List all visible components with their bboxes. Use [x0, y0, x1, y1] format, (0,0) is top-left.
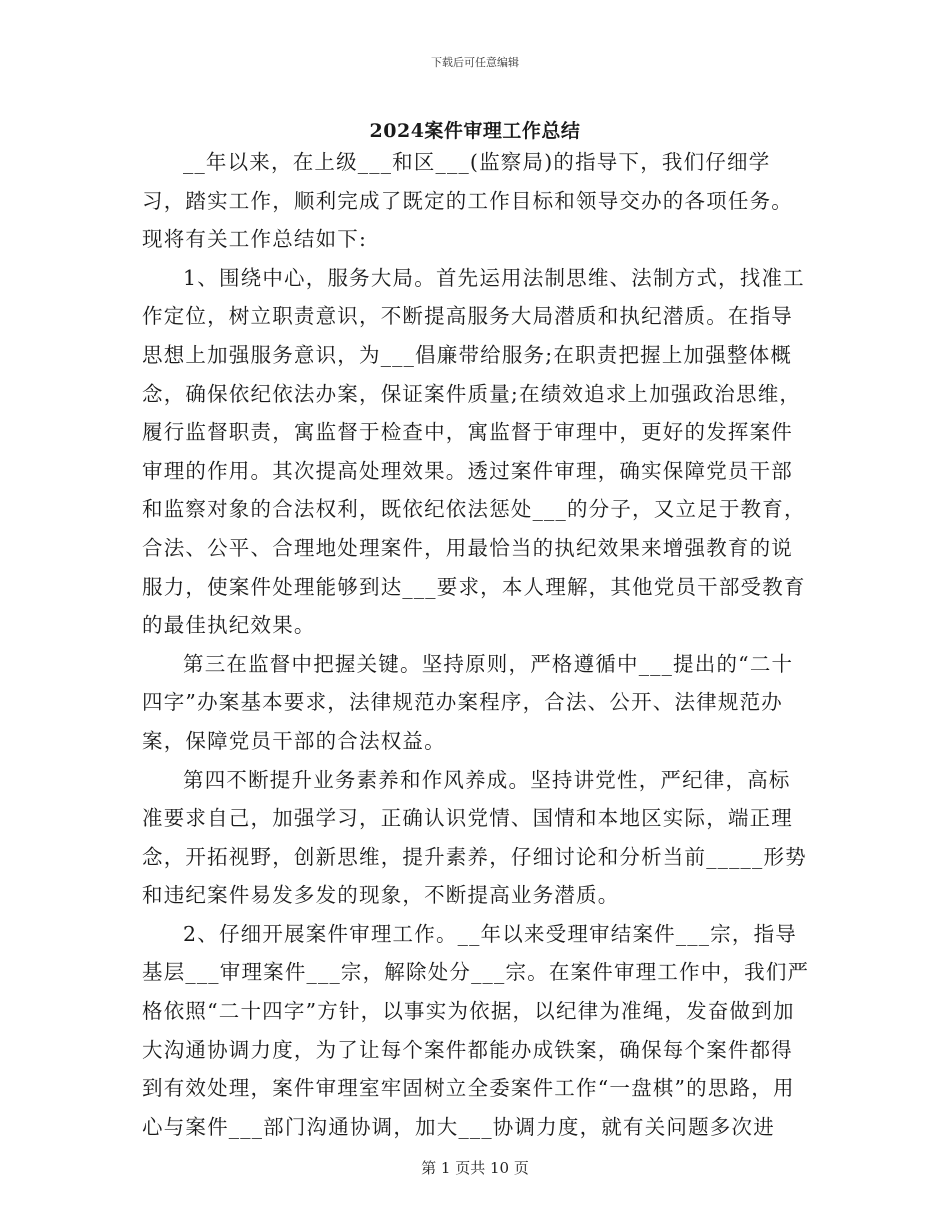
paragraph-section-1: 1、围绕中心，服务大局。首先运用法制思维、法制方式，找准工作定位，树立职责意识，不断提高服务大局潜质和执纪潜质。在指导思想上加强服务意识，为___倡廉带给服务;在职责把握上加强整体概念，确保依纪依法办案，保证案件质量;在绩效追求上加强政治思维，履行监督职责，寓监督于检查中，寓监督于审理中，更好的发挥案件审理的作用。其次提高处理效果。透过案件审理，确实保障党员干部和监察对象的合法权利，既依纪依法惩处___的分子，又立足于教育，合法、公平、合理地处理案件，用最恰当的执纪效果来增强教育的说服力，使案件处理能够到达___要求，本人理解，其他党员干部受教育的最佳执纪效果。: [142, 265, 806, 638]
paragraph-intro: __年以来，在上级___和区___(监察局)的指导下，我们仔细学习，踏实工作，顺利完成了既定的工作目标和领导交办的各项任务。现将有关工作总结如下:: [142, 150, 793, 252]
document-title: 2024案件审理工作总结: [369, 120, 581, 142]
page-footer: 第 1 页共 10 页: [421, 1159, 529, 1177]
paragraph-fourth-point: 第四不断提升业务素养和作风养成。坚持讲党性，严纪律，高标准要求自己，加强学习，正确认识党情、国情和本地区实际，端正理念，开拓视野，创新思维，提升素养，仔细讨论和分析当前_____形势和违纪案件易发多发的现象，不断提高业务潜质。: [142, 767, 807, 908]
document-body: [142, 143, 810, 1146]
paragraph-third-point: 第三在监督中把握关键。坚持原则，严格遵循中___提出的“二十四字”办案基本要求，法律规范办案程序，合法、公开、法律规范办案，保障党员干部的合法权益。: [142, 651, 794, 753]
header-note: 下载后可任意编辑: [431, 56, 519, 69]
paragraph-section-2: 2、仔细开展案件审理工作。__年以来受理审结案件___宗，指导基层___审理案件___宗，解除处分___宗。在案件审理工作中，我们严格依照“二十四字”方针，以事实为依据，以纪律为准绳，发奋做到加大沟通协调力度，为了让每个案件都能办成铁案，确保每个案件都得到有效处理，案件审理室牢固树立全委案件工作“一盘棋”的思路，用心与案件___部门沟通协调，加大___协调力度，就有关问题多次进: [142, 921, 810, 1139]
